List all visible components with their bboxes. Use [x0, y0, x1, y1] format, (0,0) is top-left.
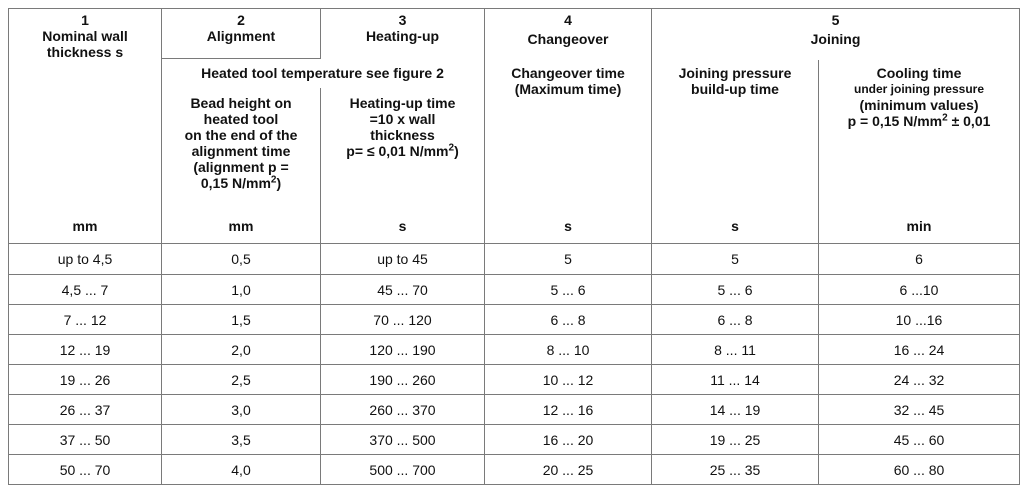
table-cell: 5 — [731, 251, 739, 267]
table-cell: 6 ... 8 — [550, 312, 586, 328]
heat-sup: 2 — [448, 142, 455, 154]
cool-line4 — [819, 113, 1019, 129]
col1-title-line1: Nominal wall — [42, 28, 128, 44]
cool-line4-text: p = 0,15 N/mm — [847, 113, 943, 129]
hline-sub — [161, 58, 321, 59]
col2-title: Alignment — [206, 28, 276, 44]
col4-number: 4 — [564, 12, 572, 28]
changeover-line2: (Maximum time) — [514, 81, 622, 97]
cool-line3: (minimum values) — [859, 97, 979, 113]
heat-line1: Heating-up time — [349, 95, 456, 111]
bead-sup: 2 — [270, 174, 277, 186]
table-cell: 26 ... 37 — [59, 402, 111, 418]
table-cell: up to 45 — [377, 251, 428, 267]
table-cell: 16 ... 20 — [542, 432, 594, 448]
table-cell: 5 ... 6 — [717, 282, 753, 298]
table-cell: 60 ... 80 — [893, 462, 945, 478]
table-cell: 4,5 ... 7 — [61, 282, 109, 298]
heating-up-time-header — [321, 95, 484, 159]
cool-line2: under joining pressure — [853, 82, 985, 96]
table-cell: up to 4,5 — [57, 251, 113, 267]
bead-height-header — [161, 95, 321, 191]
col1-number: 1 — [81, 12, 89, 28]
unit-col6: min — [906, 218, 932, 234]
table-cell: 5 — [564, 251, 572, 267]
table-cell: 0,5 — [231, 251, 251, 267]
unit-col2: mm — [228, 218, 254, 234]
table-cell: 1,5 — [231, 312, 251, 328]
cool-sup: 2 — [942, 112, 948, 124]
col2-number: 2 — [237, 12, 245, 28]
bead-line5: (alignment p = — [193, 159, 289, 175]
cool-line4-end: ± 0,01 — [947, 113, 991, 129]
changeover-time-header — [485, 65, 651, 97]
bead-line4: alignment time — [191, 143, 291, 159]
table-cell: 19 ... 25 — [709, 432, 761, 448]
bead-line3: on the end of the — [184, 127, 298, 143]
top-border — [8, 8, 1020, 9]
table-cell: 45 ... 70 — [377, 282, 428, 298]
col5-number: 5 — [831, 12, 840, 28]
heat-line4-end: ) — [454, 143, 459, 159]
table-cell: 6 ... 8 — [717, 312, 753, 328]
table-cell: 32 ... 45 — [893, 402, 945, 418]
table-cell: 24 ... 32 — [893, 372, 945, 388]
col5-header — [652, 12, 1019, 47]
table-cell: 12 ... 19 — [59, 342, 111, 358]
col4-header — [485, 12, 651, 47]
joining-pressure-header — [652, 65, 818, 97]
changeover-line1: Changeover time — [511, 65, 625, 81]
unit-col5: s — [731, 218, 739, 234]
table-cell: 3,0 — [231, 402, 251, 418]
table-cell: 70 ... 120 — [373, 312, 432, 328]
table-cell: 19 ... 26 — [59, 372, 111, 388]
table-cell: 10 ...16 — [895, 312, 943, 328]
table-cell: 7 ... 12 — [63, 312, 107, 328]
col3-header — [321, 12, 484, 44]
table-cell: 190 ... 260 — [369, 372, 436, 388]
table-cell: 2,5 — [231, 372, 251, 388]
heat-line3: thickness — [370, 127, 435, 143]
bead-line6-text: 0,15 N/mm — [200, 175, 271, 191]
join-line2: build-up time — [691, 81, 779, 97]
heat-line4-text: p= ≤ 0,01 N/mm — [346, 143, 449, 159]
col1-title-line2: thickness s — [46, 44, 124, 60]
table-cell: 370 ... 500 — [369, 432, 436, 448]
col1-header — [9, 12, 161, 60]
table-cell: 20 ... 25 — [542, 462, 594, 478]
bead-line2: heated tool — [203, 111, 279, 127]
table-cell: 4,0 — [231, 462, 251, 478]
table-cell: 2,0 — [231, 342, 251, 358]
table-cell: 12 ... 16 — [542, 402, 594, 418]
right-border — [1019, 8, 1020, 485]
unit-col1: mm — [72, 218, 98, 234]
table-cell: 6 ...10 — [899, 282, 939, 298]
table-cell: 37 ... 50 — [59, 432, 111, 448]
col4-title: Changeover — [527, 31, 609, 47]
bead-line1: Bead height on — [190, 95, 292, 111]
col5-title: Joining — [810, 31, 861, 47]
table-cell: 16 ... 24 — [893, 342, 945, 358]
table-cell: 8 ... 11 — [714, 342, 756, 358]
cooling-time-header — [819, 65, 1019, 129]
table-cell: 500 ... 700 — [369, 462, 436, 478]
unit-col3: s — [398, 218, 407, 234]
unit-col4: s — [564, 218, 572, 234]
table-cell: 3,5 — [231, 432, 251, 448]
bead-line6-end: ) — [276, 175, 282, 191]
cool-line1: Cooling time — [876, 65, 962, 81]
table-cell: 120 ... 190 — [369, 342, 436, 358]
col2-header — [161, 12, 321, 44]
table-cell: 1,0 — [231, 282, 251, 298]
col3-title: Heating-up — [365, 28, 440, 44]
bead-line6 — [161, 175, 321, 191]
join-line1: Joining pressure — [678, 65, 792, 81]
heat-line4 — [321, 143, 484, 159]
table-cell: 14 ... 19 — [709, 402, 761, 418]
table-cell: 8 ... 10 — [546, 342, 590, 358]
table-cell: 10 ... 12 — [542, 372, 594, 388]
table-cell: 25 ... 35 — [709, 462, 761, 478]
table-cell: 11 ... 14 — [710, 372, 760, 388]
table-cell: 50 ... 70 — [59, 462, 111, 478]
table-cell: 5 ... 6 — [550, 282, 586, 298]
heated-tool-temperature-note: Heated tool temperature see figure 2 — [201, 65, 444, 81]
table-cell: 6 — [915, 251, 923, 267]
table-cell: 260 ... 370 — [369, 402, 436, 418]
heat-line2: =10 x wall — [369, 111, 436, 127]
table-cell: 45 ... 60 — [893, 432, 945, 448]
col3-number: 3 — [398, 12, 407, 28]
